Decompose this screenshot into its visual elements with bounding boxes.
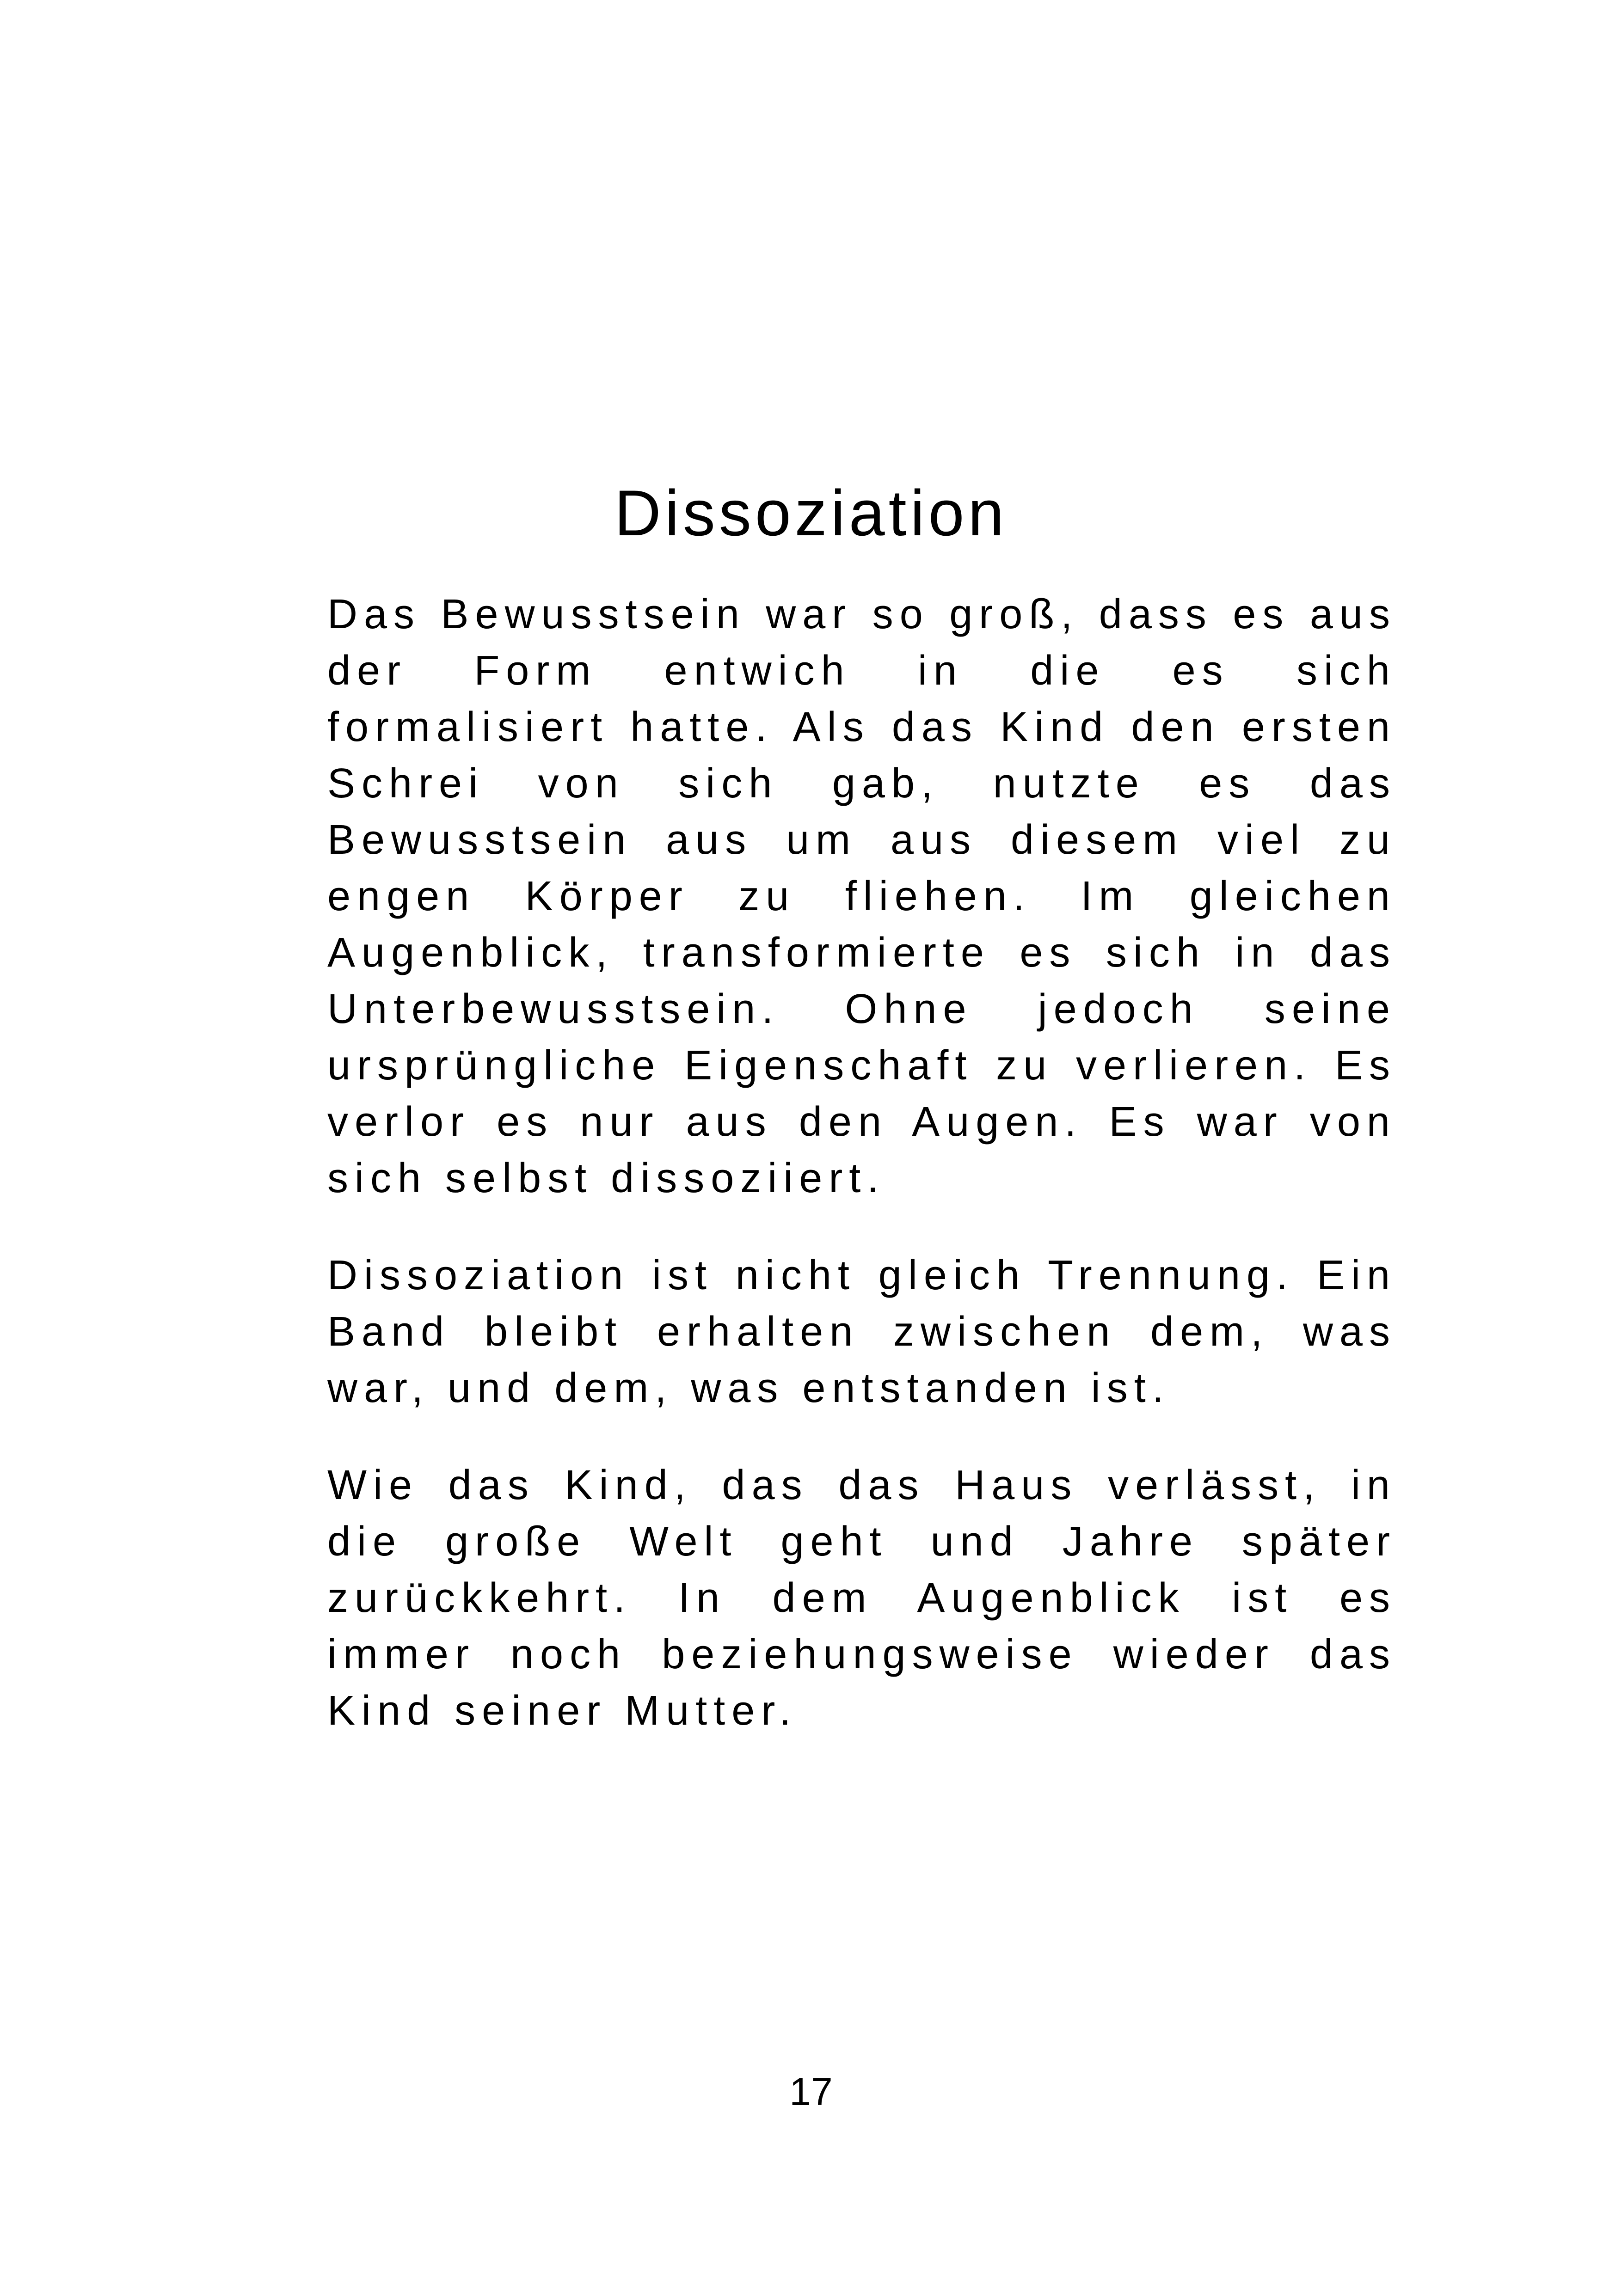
- paragraph-2: Dissoziation ist nicht gleich Trennung. Ein Band bleibt erhalten zwischen dem, was war, und dem, was entstanden ist.: [327, 1252, 1396, 1411]
- paragraph-3: Wie das Kind, das das Haus verlässt, in die große Welt geht und Jahre später zurückkehrt. In dem Augenblick ist es immer noch beziehungsweise wieder das Kind seiner Mutter.: [327, 1462, 1396, 1734]
- chapter-title: Dissoziation: [614, 477, 1008, 549]
- paragraph-1: Das Bewusstsein war so groß, dass es aus der Form entwich in die es sich formalisiert hatte. Als das Kind den ersten Schrei von sich gab, nutzte es das Bewusstsein aus um aus diesem viel zu engen Körper zu fliehen. Im gleichen Augenblick, transformierte es sich in das Unterbewusstsein. Ohne jedoch seine ursprüngliche Eigenschaft zu verlieren. Es verlor es nur aus den Augen. Es war von sich selbst dissoziiert.: [327, 591, 1396, 1201]
- chapter-body: [327, 586, 1396, 1780]
- page-number: 17: [789, 2070, 833, 2113]
